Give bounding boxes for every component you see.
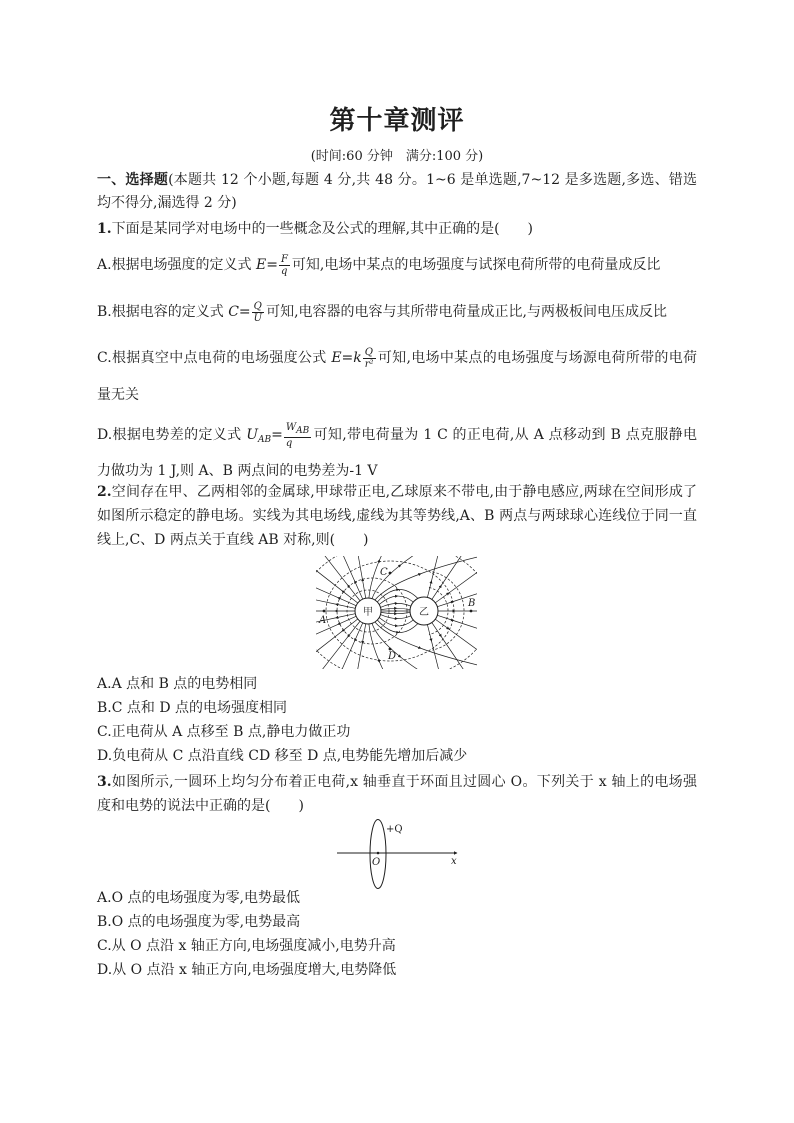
field-line — [314, 555, 358, 603]
question-2-options — [97, 672, 697, 768]
question-3-option-c — [97, 934, 697, 958]
electric-field-figure — [314, 555, 479, 670]
option-text: 正电荷从 A 点移至 B 点,静电力做正功 — [111, 724, 351, 740]
point-b — [470, 610, 473, 613]
option-label: D. — [97, 748, 113, 764]
point-b-label: B — [468, 598, 476, 609]
field-line — [315, 555, 363, 599]
point-a — [323, 610, 326, 613]
field-line — [381, 608, 410, 609]
question-2-stem — [97, 480, 697, 552]
question-3-option-a — [97, 886, 697, 910]
field-line — [427, 625, 450, 670]
question-text: 下面是某同学对电场中的一些概念及公式的理解,其中正确的是( ) — [111, 221, 533, 237]
option-text: 根据真空中点电荷的电场强度公式 — [111, 350, 332, 366]
field-line — [375, 622, 479, 670]
fraction-denominator: q — [280, 265, 288, 277]
option-text: 负电荷从 C 点沿直线 CD 移至 D 点,电势能先增加后减少 — [112, 748, 468, 764]
formula-fraction — [252, 301, 264, 324]
point-a-label: A — [319, 615, 327, 626]
ring-diagram — [335, 818, 463, 890]
point-c — [389, 572, 392, 575]
question-1-option-d — [97, 420, 697, 487]
fraction-numerator — [284, 422, 311, 438]
formula-fraction — [363, 347, 376, 370]
question-3-options — [97, 886, 697, 982]
question-1-option-a — [97, 248, 697, 282]
option-text: 从 O 点沿 x 轴正方向,电场强度增大,电势降低 — [112, 962, 397, 978]
field-line — [314, 558, 356, 606]
formula-lhs: C= — [228, 304, 251, 320]
option-text: C 点和 D 点的电场强度相同 — [111, 700, 288, 716]
option-label: A. — [97, 676, 112, 692]
question-number: 3. — [97, 774, 112, 790]
fraction-numerator: F — [280, 253, 288, 265]
option-text: 根据电容的定义式 — [111, 304, 229, 320]
option-text: 根据电势差的定义式 — [112, 427, 247, 443]
field-line — [314, 621, 360, 670]
field-lines-diagram — [314, 555, 479, 670]
section-heading: 一、选择题 — [97, 172, 169, 188]
option-text: 从 O 点沿 x 轴正方向,电场强度减小,电势升高 — [111, 938, 396, 954]
question-number: 2. — [97, 484, 112, 500]
option-label: A. — [97, 890, 112, 906]
field-line — [314, 619, 358, 670]
field-line — [345, 624, 365, 670]
field-line — [375, 555, 479, 600]
option-label: B. — [97, 304, 112, 320]
formula-lhs: E=k — [331, 350, 362, 366]
option-label: C. — [97, 938, 112, 954]
field-line — [432, 555, 479, 599]
option-text: 可知,带电荷量为 1 C 的正电荷,从 A 点移动到 B 点克服静电力做功为 1 J,则 A、B 两点间的电势差为-1 V — [97, 427, 697, 479]
question-1-option-c — [97, 340, 697, 414]
option-label: D. — [97, 962, 113, 978]
question-3-stem — [97, 770, 697, 818]
exam-info: (时间:60 分钟 满分:100 分) — [310, 149, 484, 164]
axis-label: x — [451, 856, 457, 867]
point-c-label: C — [380, 567, 388, 578]
page-title: 第十章测评 — [329, 106, 465, 136]
section-header — [97, 169, 697, 215]
question-3-option-d — [97, 958, 697, 982]
option-label: D. — [97, 427, 113, 443]
point-d — [389, 648, 392, 651]
question-2-option-b — [97, 696, 697, 720]
question-text: 如图所示,一圆环上均匀分布着正电荷,x 轴垂直于环面且过圆心 O。下列关于 x 轴上的电场强度和电势的说法中正确的是( ) — [97, 774, 697, 814]
option-label: C. — [97, 350, 112, 366]
question-1-stem — [97, 217, 697, 241]
option-text: O 点的电场强度为零,电势最低 — [111, 890, 300, 906]
question-text: 空间存在甲、乙两相邻的金属球,甲球带正电,乙球原来不带电,由于静电感应,两球在空间形成了如图所示稳定的静电场。实线为其电场线,虚线为其等势线,A、B 两点与两球球心连线位于同一直线上,C、D 两点关于直线 AB 对称,则( ) — [97, 484, 697, 548]
sphere-jia-label: 甲 — [363, 607, 373, 618]
fraction-denominator: U — [253, 312, 263, 324]
option-label: A. — [97, 257, 112, 273]
origin-label: O — [372, 857, 381, 868]
question-2-option-c — [97, 720, 697, 744]
field-line — [345, 555, 365, 598]
option-label: C. — [97, 724, 112, 740]
fraction-denominator: r² — [364, 358, 374, 370]
numerator-symbol: W — [285, 421, 297, 433]
option-label: B. — [97, 700, 112, 716]
option-text: 可知,电场中某点的电场强度与试探电荷所带的电荷量成反比 — [291, 257, 661, 273]
numerator-subscript: AB — [296, 425, 310, 436]
question-number: 1. — [97, 221, 112, 237]
option-label: B. — [97, 914, 112, 930]
question-2-option-a — [97, 672, 697, 696]
formula-fraction — [284, 422, 311, 449]
question-3-option-b — [97, 910, 697, 934]
ring-charge-figure — [335, 818, 463, 890]
option-text: A 点和 B 点的电势相同 — [111, 676, 258, 692]
option-text: 根据电场强度的定义式 — [111, 257, 257, 273]
formula-lhs: U — [246, 427, 258, 443]
fraction-denominator: q — [285, 437, 293, 449]
formula-lhs-subscript: AB — [258, 435, 272, 445]
center-point — [377, 852, 380, 855]
fraction-numerator: Q — [252, 301, 264, 313]
charge-label: +Q — [386, 824, 403, 835]
option-text: 可知,电场中某点的电场强度与场源电荷所带的电荷量无关 — [97, 350, 698, 403]
section-note: (本题共 12 个小题,每题 4 分,共 48 分。1~6 是单选题,7~12 是多选题,多选、错选均不得分,漏选得 2 分) — [97, 172, 698, 211]
point-d-label: D — [388, 651, 397, 662]
option-text: 可知,电容器的电容与其所带电荷量成正比,与两极板间电压成反比 — [266, 304, 667, 320]
option-text: O 点的电场强度为零,电势最高 — [111, 914, 301, 930]
sphere-yi-label: 乙 — [419, 607, 429, 618]
fraction-numerator: Q — [363, 347, 376, 359]
field-line — [381, 612, 410, 613]
formula-equals: = — [271, 427, 283, 443]
equipotential-lines — [314, 555, 479, 670]
question-2-option-d — [97, 744, 697, 768]
question-1-option-b — [97, 295, 697, 329]
formula-lhs: E= — [256, 257, 278, 273]
formula-fraction — [279, 254, 290, 277]
